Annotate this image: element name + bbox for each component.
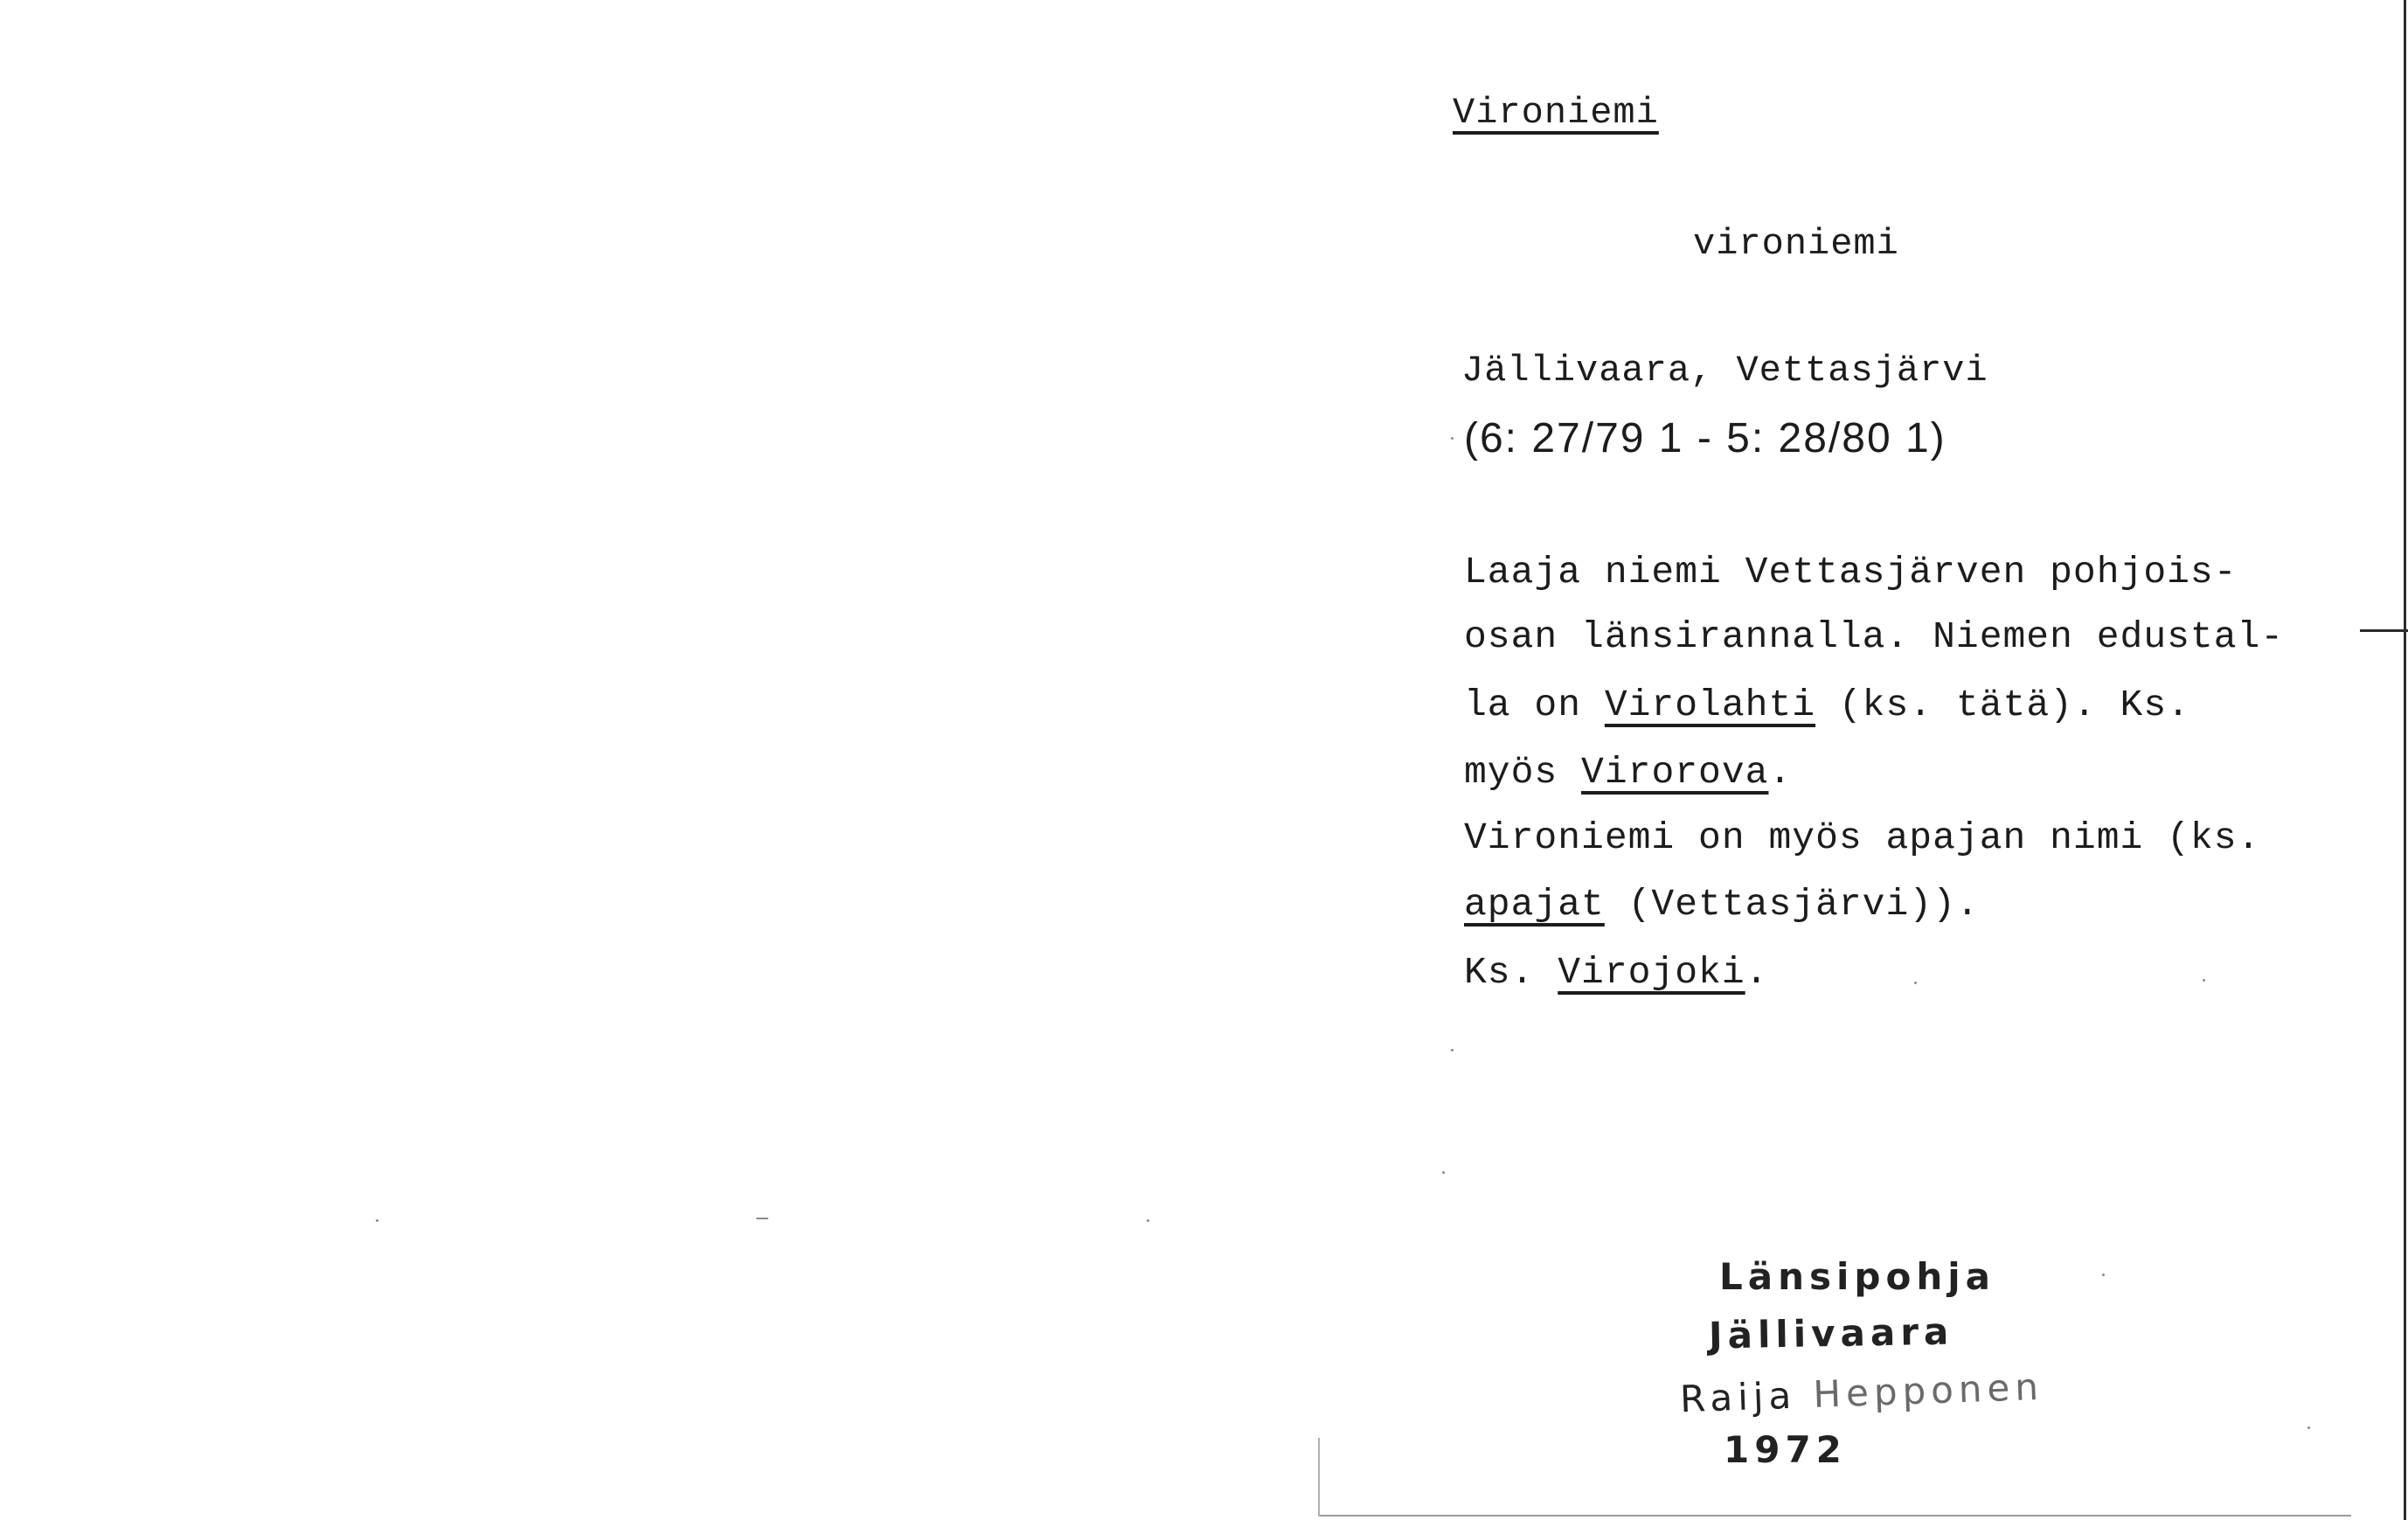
card-bottom-edge bbox=[1320, 1515, 2351, 1517]
card-right-edge bbox=[2404, 0, 2406, 1520]
description-text: (ks. tätä). Ks. bbox=[1815, 684, 2190, 726]
description-text: la on bbox=[1464, 684, 1605, 726]
stamp-parish: Jällivaara bbox=[1708, 1309, 1954, 1357]
cross-reference-link[interactable]: apajat bbox=[1464, 883, 1605, 926]
paper-speck bbox=[756, 1218, 768, 1219]
description-line-1: Laaja niemi Vettasjärven pohjois- bbox=[1464, 551, 2238, 593]
paper-speck bbox=[1147, 1219, 1149, 1222]
paper-speck bbox=[1914, 982, 1917, 984]
stamp-collector-first: Raija bbox=[1679, 1373, 1797, 1421]
description-line-3 bbox=[1464, 686, 2190, 724]
paper-speck bbox=[2203, 979, 2205, 982]
description-text: (Vettasjärvi)). bbox=[1604, 883, 1980, 926]
cross-reference-link[interactable]: Virojoki bbox=[1558, 951, 1745, 994]
description-text: Ks. bbox=[1464, 951, 1558, 994]
description-line-2: osan länsirannalla. Niemen edustal- bbox=[1464, 615, 2285, 658]
entry-coordinates: (6: 27/79 1 - 5: 28/80 1) bbox=[1464, 415, 1947, 462]
stamp-collector-last: Hepponen bbox=[1812, 1364, 2044, 1416]
paper-speck bbox=[1442, 1171, 1445, 1174]
stamp-collector bbox=[1679, 1364, 2044, 1421]
card-corner-edge bbox=[1318, 1438, 1320, 1517]
description-line-6 bbox=[1464, 883, 1980, 926]
card-edge-mark bbox=[2360, 629, 2408, 632]
description-line-7 bbox=[1464, 951, 1769, 994]
paper-speck bbox=[376, 1219, 378, 1222]
paper-speck bbox=[1451, 437, 1454, 440]
entry-title: Vironiemi bbox=[1453, 92, 1659, 134]
description-text: myös bbox=[1464, 751, 1582, 794]
description-line-4 bbox=[1464, 751, 1793, 794]
description-text: . bbox=[1745, 951, 1769, 994]
paper-speck bbox=[2307, 1426, 2310, 1429]
entry-lowercase-name: vironiemi bbox=[1693, 223, 1899, 265]
paper-speck bbox=[1451, 1049, 1454, 1052]
stamp-year: 1972 bbox=[1724, 1428, 1847, 1471]
description-text: . bbox=[1768, 751, 1793, 794]
cross-reference-link[interactable]: Virorova bbox=[1581, 751, 1769, 794]
entry-location: Jällivaara, Vettasjärvi bbox=[1461, 350, 1988, 392]
paper-speck bbox=[2102, 1274, 2105, 1276]
cross-reference-link[interactable]: Virolahti bbox=[1604, 684, 1816, 726]
stamp-region: Länsipohja bbox=[1719, 1255, 1995, 1298]
description-line-5: Vironiemi on myös apajan nimi (ks. bbox=[1464, 816, 2261, 859]
